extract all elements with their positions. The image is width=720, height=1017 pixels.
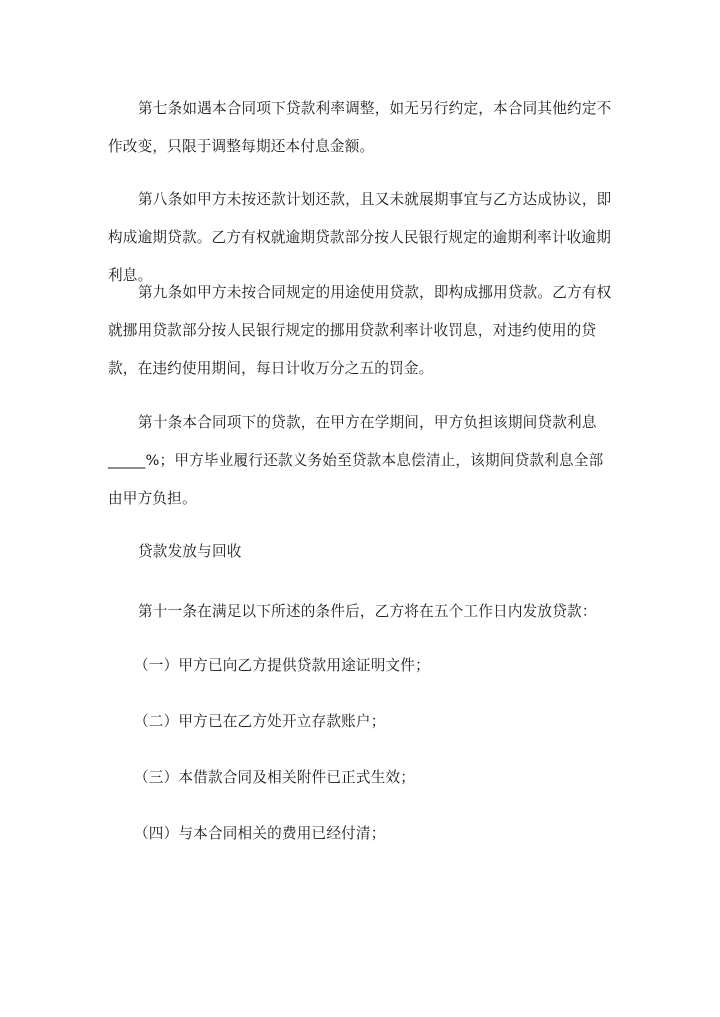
condition-item: （一）甲方已向乙方提供贷款用途证明文件； xyxy=(134,657,430,674)
clause-9-paragraph: 第九条如甲方未按合同规定的用途使用贷款，即构成挪用贷款。乙方有权就挪用贷款部分按人民银行规定的挪用贷款利率计收罚息，对违约使用的贷款，在违约使用期间，每日计收万分之五的罚金。 xyxy=(108,284,612,377)
condition-item: （四）与本合同相关的费用已经付清； xyxy=(134,825,386,842)
condition-item: （三）本借款合同及相关附件已正式生效； xyxy=(134,769,416,786)
condition-item: （二）甲方已在乙方处开立存款账户； xyxy=(134,713,386,730)
clause-7-paragraph: 第七条如遇本合同项下贷款利率调整，如无另行约定，本合同其他约定不作改变，只限于调整每期还本付息金额。 xyxy=(108,100,612,155)
clause-10-paragraph: 第十条本合同项下的贷款，在甲方在学期间，甲方负担该期间贷款利息_____%；甲方毕业履行还款义务始至贷款本息偿清止，该期间贷款利息全部由甲方负担。 xyxy=(108,414,604,507)
clause-8-paragraph: 第八条如甲方未按还款计划还款，且又未就展期事宜与乙方达成协议，即构成逾期贷款。乙方有权就逾期贷款部分按人民银行规定的逾期利率计收逾期利息。 xyxy=(108,191,612,284)
section-heading: 贷款发放与回收 xyxy=(138,543,242,560)
clause-11-paragraph: 第十一条在满足以下所述的条件后，乙方将在五个工作日内发放贷款： xyxy=(138,603,597,620)
